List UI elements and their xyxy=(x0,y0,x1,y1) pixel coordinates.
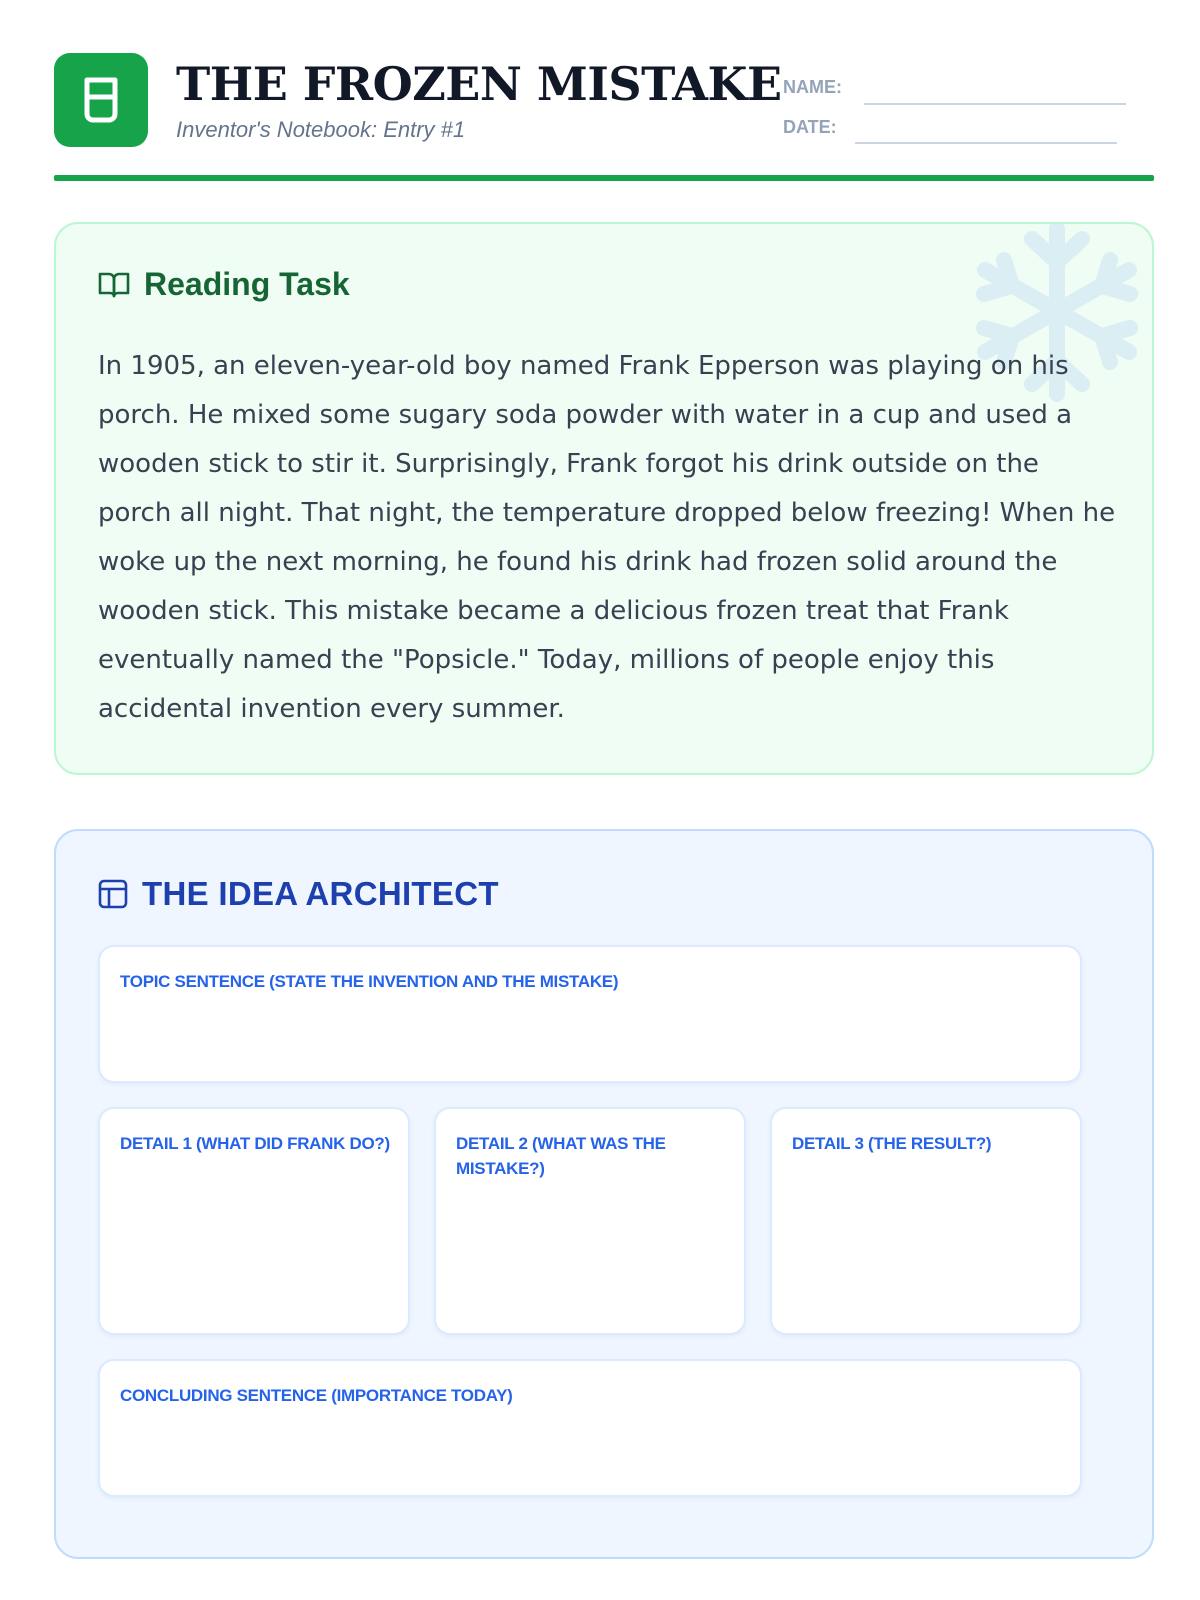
detail-1-label: DETAIL 1 (WHAT DID FRANK DO?) xyxy=(120,1134,390,1153)
worksheet-title: THE FROZEN MISTAKE xyxy=(176,57,782,111)
detail-3-label: DETAIL 3 (THE RESULT?) xyxy=(792,1134,992,1153)
date-label: DATE: xyxy=(783,117,837,137)
detail-1-box[interactable] xyxy=(98,1107,410,1335)
name-field[interactable] xyxy=(864,103,1126,105)
detail-3-box[interactable] xyxy=(770,1107,1082,1335)
topic-sentence-box[interactable] xyxy=(98,945,1082,1083)
detail-2-label: DETAIL 2 (WHAT WAS THE MISTAKE?) xyxy=(456,1134,666,1178)
idea-architect-heading xyxy=(98,875,499,913)
worksheet-header xyxy=(54,53,1154,183)
open-book-icon xyxy=(98,271,130,299)
cup-icon xyxy=(54,53,148,147)
name-label: NAME: xyxy=(783,77,842,97)
concluding-sentence-label: CONCLUDING SENTENCE (IMPORTANCE TODAY) xyxy=(120,1386,513,1405)
concluding-sentence-box[interactable] xyxy=(98,1359,1082,1497)
detail-2-box[interactable] xyxy=(434,1107,746,1335)
layout-icon xyxy=(98,879,128,909)
date-field[interactable] xyxy=(855,142,1117,144)
idea-architect-panel xyxy=(54,829,1154,1559)
reading-task-heading xyxy=(98,266,350,303)
topic-sentence-label: TOPIC SENTENCE (STATE THE INVENTION AND THE MISTAKE) xyxy=(120,972,619,991)
reading-task-title: Reading Task xyxy=(144,266,350,302)
idea-architect-title: THE IDEA ARCHITECT xyxy=(142,875,499,912)
reading-passage: In 1905, an eleven-year-old boy named Frank Epperson was playing on his porch. He mixed some sugary soda powder with water in a cup and used a wooden stick to stir it. Surprisingly, Frank forgot his drink outside on the porch all night. That night, the temperature dropped below freezing! When he woke up the next morning, he found his drink had frozen solid around the wooden stick. This mistake became a delicious frozen treat that Frank eventually named the "Popsicle." Today, millions of people enjoy this accidental invention every summer. xyxy=(98,351,1116,724)
worksheet-subtitle: Inventor's Notebook: Entry #1 xyxy=(176,117,466,142)
reading-task-panel xyxy=(54,222,1154,775)
header-divider xyxy=(54,175,1154,181)
